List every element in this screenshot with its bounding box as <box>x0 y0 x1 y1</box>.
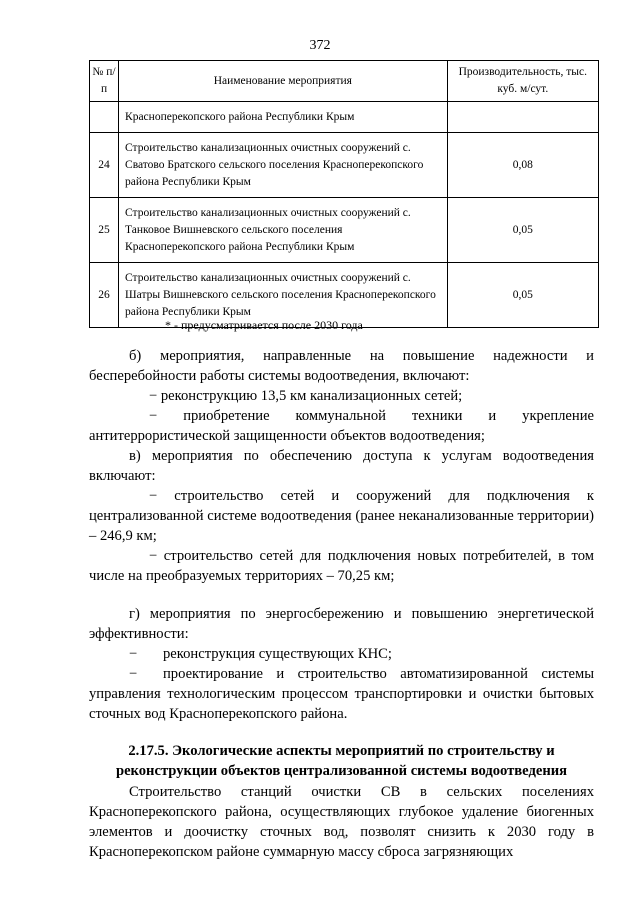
row-capacity: 0,05 <box>447 263 598 328</box>
list-item <box>89 664 594 724</box>
table-footnote: * - предусматривается после 2030 года <box>165 318 363 332</box>
header-num: № п/п <box>90 61 119 102</box>
row-num: 26 <box>90 263 119 328</box>
row-name: Строительство канализационных очистных сооружений с. Танковое Вишневского сельского поселения Красноперекопского района Республики Крым <box>119 198 448 263</box>
row-num: 24 <box>90 133 119 198</box>
row-capacity <box>447 102 598 133</box>
table-row <box>90 133 599 198</box>
row-num: 25 <box>90 198 119 263</box>
section-body <box>89 782 594 862</box>
measures-table <box>89 60 599 328</box>
list-item <box>89 644 594 664</box>
energy-measures-list <box>89 604 594 724</box>
table-header-row <box>90 61 599 102</box>
paragraph-b: б) мероприятия, направленные на повышение надежности и бесперебойности работы системы водоотведения, включают: <box>89 348 594 384</box>
list-item: − строительство сетей и сооружений для подключения к централизованной системе водоотведения (ранее неканализованные территории) – 246,9 км; <box>89 488 594 544</box>
measures-list <box>89 346 594 586</box>
dash-marker: − <box>129 666 138 682</box>
row-name: Красноперекопского района Республики Крым <box>119 102 448 133</box>
list-item: − приобретение коммунальной техники и укрепление антитеррористической защищенности объектов водоотведения; <box>89 408 594 444</box>
list-item: − реконструкцию 13,5 км канализационных сетей; <box>149 388 463 404</box>
section-heading: 2.17.5. Экологические аспекты мероприятий по строительству и реконструкции объектов централизованной системы водоотведения <box>115 743 568 779</box>
row-name: Строительство канализационных очистных сооружений с. Шатры Вишневского сельского поселения Красноперекопского района Республики Крым <box>119 263 448 328</box>
table-row <box>90 102 599 133</box>
header-name: Наименование мероприятия <box>119 61 448 102</box>
row-num <box>90 102 119 133</box>
row-capacity: 0,08 <box>447 133 598 198</box>
list-item: − строительство сетей для подключения новых потребителей, в том числе на преобразуемых территориях – 70,25 км; <box>89 548 594 584</box>
dash-marker: − <box>129 646 138 662</box>
row-capacity: 0,05 <box>447 198 598 263</box>
table-row <box>90 198 599 263</box>
section-paragraph: Строительство станций очистки СВ в сельских поселениях Красноперекопского района, осуществляющих глубокое удаление биогенных элементов и доочистку сточных вод, позволят снизить к 2030 году в Красноперекопском районе суммарную массу сброса загрязняющих <box>89 784 594 860</box>
paragraph-g: г) мероприятия по энергосбережению и повышению энергетической эффективности: <box>89 606 594 642</box>
header-capacity: Производительность, тыс. куб. м/сут. <box>447 61 598 102</box>
paragraph-v: в) мероприятия по обеспечению доступа к услугам водоотведения включают: <box>89 448 594 484</box>
list-item-text: реконструкция существующих КНС; <box>163 646 392 662</box>
row-name: Строительство канализационных очистных сооружений с. Сватово Братского сельского поселения Красноперекопского района Республики Крым <box>119 133 448 198</box>
list-item-text: проектирование и строительство автоматизированной системы управления технологическим процессом транспортировки и очистки бытовых сточных вод Красноперекопского района. <box>89 666 594 722</box>
page-number: 372 <box>309 38 331 53</box>
